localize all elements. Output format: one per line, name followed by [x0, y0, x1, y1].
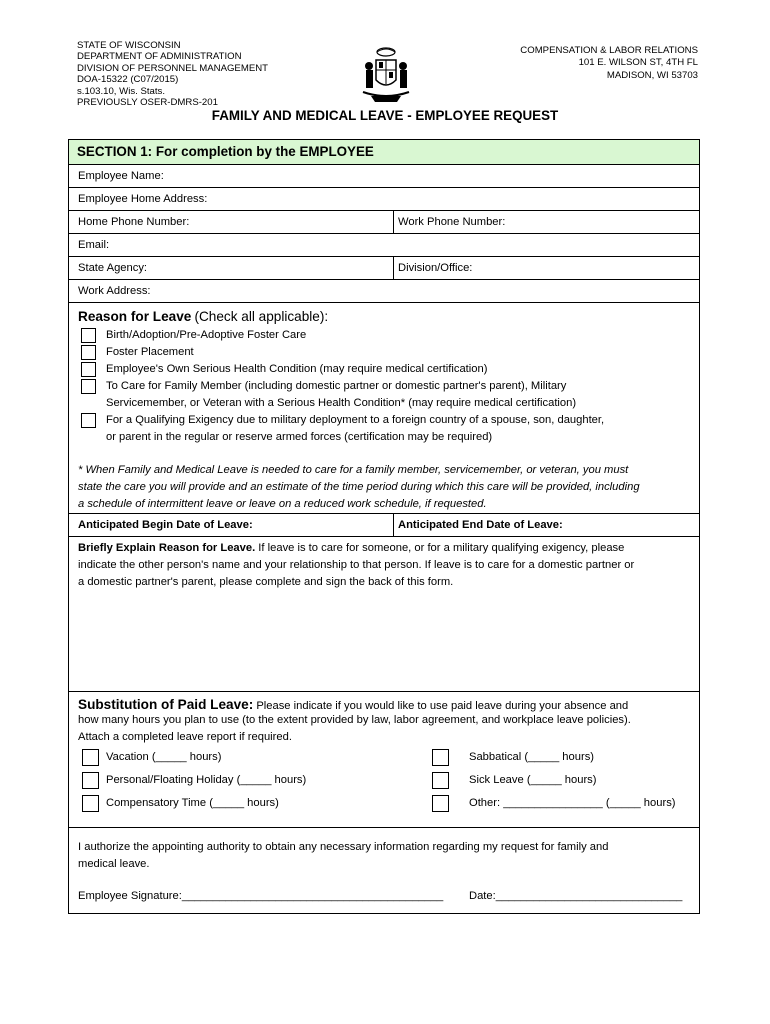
work-phone-field[interactable]: Work Phone Number:	[398, 216, 506, 228]
paid-leave-option: Sick Leave (_____ hours)	[469, 774, 597, 786]
paid-leave-text: Please indicate if you would like to use paid leave during your absence and	[253, 700, 629, 712]
reason-heading	[78, 309, 328, 324]
divider	[393, 257, 394, 279]
email-label: Email:	[78, 239, 110, 251]
footnote-line: * When Family and Medical Leave is needed to care for a family member, servicemember, or veteran, you must	[78, 464, 629, 476]
paid-leave-first-line	[78, 697, 628, 712]
personal-holiday-checkbox[interactable]	[82, 772, 99, 789]
header-line: DIVISION OF PERSONNEL MANAGEMENT	[77, 62, 269, 74]
paid-leave-section	[69, 692, 699, 828]
reason-option: Foster Placement	[106, 346, 194, 358]
divider	[393, 514, 394, 536]
paid-leave-option: Compensatory Time (_____ hours)	[106, 797, 279, 809]
paid-leave-text: Attach a completed leave report if required.	[78, 731, 292, 743]
wisconsin-state-seal-icon	[357, 44, 415, 104]
vacation-checkbox[interactable]	[82, 749, 99, 766]
footnote-line: a schedule of intermittent leave or leave on a reduced work schedule, if requested.	[78, 498, 487, 510]
compensatory-time-checkbox[interactable]	[82, 795, 99, 812]
other-leave-checkbox[interactable]	[432, 795, 449, 812]
reason-option: Servicemember, or Veteran with a Serious Health Condition* (may require medical certification)	[106, 397, 577, 409]
sick-leave-checkbox[interactable]	[432, 772, 449, 789]
birth-adoption-checkbox[interactable]	[81, 328, 96, 343]
address-line: COMPENSATION & LABOR RELATIONS	[520, 45, 698, 56]
home-address-label: Employee Home Address:	[78, 193, 208, 205]
reason-option: For a Qualifying Exigency due to military deployment to a foreign country of a spouse, son, daughter,	[106, 414, 605, 426]
header-line: DEPARTMENT OF ADMINISTRATION	[77, 51, 242, 63]
explain-text: indicate the other person's name and your relationship to that person. If leave is to care for a domestic partner or	[78, 559, 635, 571]
address-line: 101 E. WILSON ST, 4TH FL	[578, 57, 698, 69]
header-line: STATE OF WISCONSIN	[77, 40, 181, 51]
reason-option: Employee's Own Serious Health Condition (may require medical certification)	[106, 363, 488, 375]
explain-reason-field[interactable]	[69, 537, 699, 692]
paid-leave-option: Sabbatical (_____ hours)	[469, 751, 595, 763]
end-date-field[interactable]: Anticipated End Date of Leave:	[398, 519, 563, 531]
sabbatical-checkbox[interactable]	[432, 749, 449, 766]
begin-date-field[interactable]: Anticipated Begin Date of Leave:	[78, 519, 253, 531]
reason-heading-note: (Check all applicable):	[194, 309, 329, 324]
authorization-text: I authorize the appointing authority to obtain any necessary information regarding my request for family and	[78, 841, 609, 853]
reason-option: or parent in the regular or reserve armed forces (certification may be required)	[106, 431, 493, 443]
phone-row	[69, 211, 699, 234]
agency-header	[77, 40, 268, 108]
explain-text: a domestic partner's parent, please complete and sign the back of this form.	[78, 576, 454, 588]
paid-leave-option: Personal/Floating Holiday (_____ hours)	[106, 774, 307, 786]
form-title: FAMILY AND MEDICAL LEAVE - EMPLOYEE REQUEST	[211, 108, 559, 123]
reason-heading-label: Reason for Leave	[78, 309, 192, 324]
paid-leave-option: Other: ________________ (_____ hours)	[469, 797, 676, 809]
office-address	[520, 45, 698, 82]
home-address-field[interactable]	[69, 188, 699, 211]
explain-text: If leave is to care for someone, or for a military qualifying exigency, please	[255, 542, 625, 554]
signature-date-field[interactable]: Date:______________________________	[469, 890, 683, 902]
foster-placement-checkbox[interactable]	[81, 345, 96, 360]
reason-option: Birth/Adoption/Pre-Adoptive Foster Care	[106, 329, 307, 341]
explain-label: Briefly Explain Reason for Leave.	[78, 542, 256, 554]
address-line: MADISON, WI 53703	[606, 69, 698, 81]
section1-heading: SECTION 1: For completion by the EMPLOYEE	[69, 140, 699, 165]
reason-for-leave-section	[69, 303, 699, 514]
email-field[interactable]	[69, 234, 699, 257]
authorization-text: medical leave.	[78, 858, 150, 870]
reason-option: To Care for Family Member (including domestic partner or domestic partner's parent), Military	[106, 380, 567, 392]
header-line: PREVIOUSLY OSER-DMRS-201	[77, 97, 218, 109]
home-phone-field[interactable]: Home Phone Number:	[78, 216, 190, 228]
state-agency-field[interactable]: State Agency:	[78, 262, 148, 274]
header-line: s.103.10, Wis. Stats.	[77, 85, 165, 97]
family-member-care-checkbox[interactable]	[81, 379, 96, 394]
employee-name-label: Employee Name:	[78, 170, 164, 182]
divider	[393, 211, 394, 233]
employee-name-field[interactable]	[69, 165, 699, 188]
agency-row	[69, 257, 699, 280]
leave-dates-row	[69, 514, 699, 537]
paid-leave-heading: Substitution of Paid Leave:	[78, 697, 254, 712]
footnote-line: state the care you will provide and an estimate of the time period during which this care will be provided, including	[78, 481, 640, 493]
header-line: DOA-15322 (C07/2015)	[77, 74, 179, 86]
work-address-label: Work Address:	[78, 285, 151, 297]
explain-first-line	[78, 542, 624, 554]
work-address-field[interactable]	[69, 280, 699, 303]
employee-signature-field[interactable]: Employee Signature:__________________________________________	[78, 890, 444, 902]
own-health-checkbox[interactable]	[81, 362, 96, 377]
paid-leave-option: Vacation (_____ hours)	[106, 751, 222, 763]
qualifying-exigency-checkbox[interactable]	[81, 413, 96, 428]
paid-leave-text: how many hours you plan to use (to the extent provided by law, labor agreement, and workplace leave policies).	[78, 714, 631, 726]
division-office-field[interactable]: Division/Office:	[398, 262, 473, 274]
authorization-section	[69, 828, 699, 914]
leave-request-form	[68, 139, 700, 914]
